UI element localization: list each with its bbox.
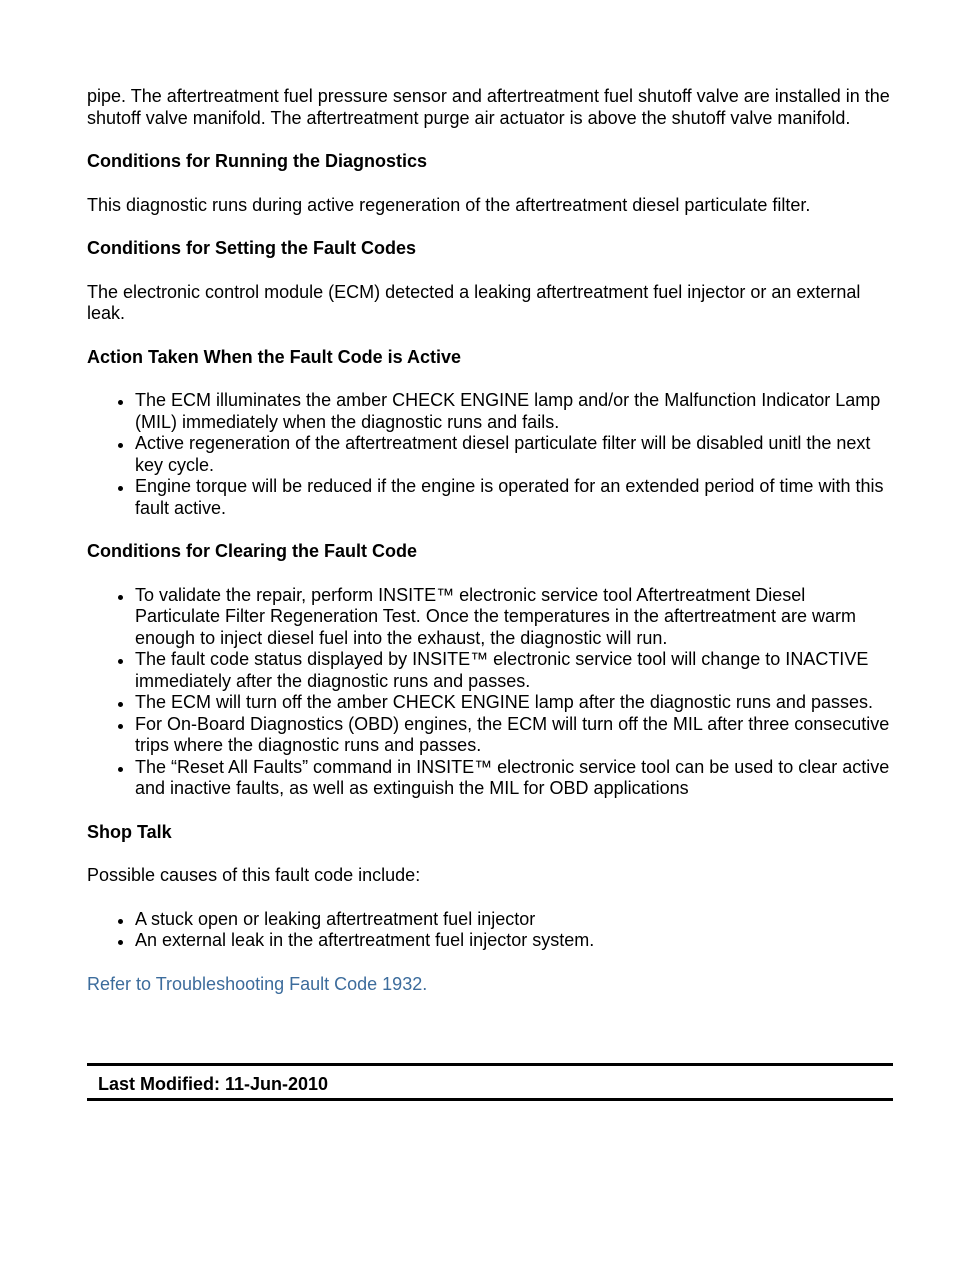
- list-item: A stuck open or leaking aftertreatment fuel injector: [135, 909, 893, 931]
- list-item: Active regeneration of the aftertreatment diesel particulate filter will be disabled unitl the next key cycle.: [135, 433, 893, 476]
- heading-setting-fault-codes: Conditions for Setting the Fault Codes: [87, 238, 416, 258]
- document-body: [87, 86, 893, 1017]
- list-item: To validate the repair, perform INSITE™ electronic service tool Aftertreatment Diesel Particulate Filter Regeneration Test. Once the temperatures in the aftertreatment are warm enough to inject diesel fuel into the exhaust, the diagnostic will run.: [135, 585, 893, 650]
- list-item: The ECM illuminates the amber CHECK ENGINE lamp and/or the Malfunction Indicator Lamp (MIL) immediately when the diagnostic runs and fails.: [135, 390, 893, 433]
- heading-clearing-fault-code: Conditions for Clearing the Fault Code: [87, 541, 417, 561]
- setting-fault-codes-text: The electronic control module (ECM) detected a leaking aftertreatment fuel injector or an external leak.: [87, 281, 861, 323]
- troubleshooting-link[interactable]: Refer to Troubleshooting Fault Code 1932.: [87, 973, 428, 994]
- list-item: An external leak in the aftertreatment fuel injector system.: [135, 930, 893, 952]
- list-item: The “Reset All Faults” command in INSITE™ electronic service tool can be used to clear active and inactive faults, as well as extinguish the MIL for OBD applications: [135, 757, 893, 800]
- clearing-fault-code-list: [87, 585, 893, 800]
- shop-talk-text: Possible causes of this fault code include:: [87, 865, 421, 885]
- heading-shop-talk: Shop Talk: [87, 821, 172, 842]
- possible-causes-list: [87, 909, 893, 952]
- intro-paragraph: pipe. The aftertreatment fuel pressure sensor and aftertreatment fuel shutoff valve are installed in the shutoff valve manifold. The aftertreatment purge air actuator is above the shutoff valve manifold.: [87, 86, 890, 128]
- last-modified-label: Last Modified: 11-Jun-2010: [98, 1074, 329, 1094]
- list-item: For On-Board Diagnostics (OBD) engines, the ECM will turn off the MIL after three consecutive trips where the diagnostic runs and passes.: [135, 714, 893, 757]
- list-item: Engine torque will be reduced if the engine is operated for an extended period of time with this fault active.: [135, 476, 893, 519]
- list-item: The fault code status displayed by INSITE™ electronic service tool will change to INACTIVE immediately after the diagnostic runs and passes.: [135, 649, 893, 692]
- heading-running-diagnostics: Conditions for Running the Diagnostics: [87, 151, 427, 171]
- action-taken-list: [87, 390, 893, 519]
- footer-bar: [87, 1063, 893, 1101]
- heading-action-taken: Action Taken When the Fault Code is Active: [87, 346, 462, 367]
- running-diagnostics-text: This diagnostic runs during active regeneration of the aftertreatment diesel particulate filter.: [87, 194, 811, 215]
- list-item: The ECM will turn off the amber CHECK ENGINE lamp after the diagnostic runs and passes.: [135, 692, 893, 714]
